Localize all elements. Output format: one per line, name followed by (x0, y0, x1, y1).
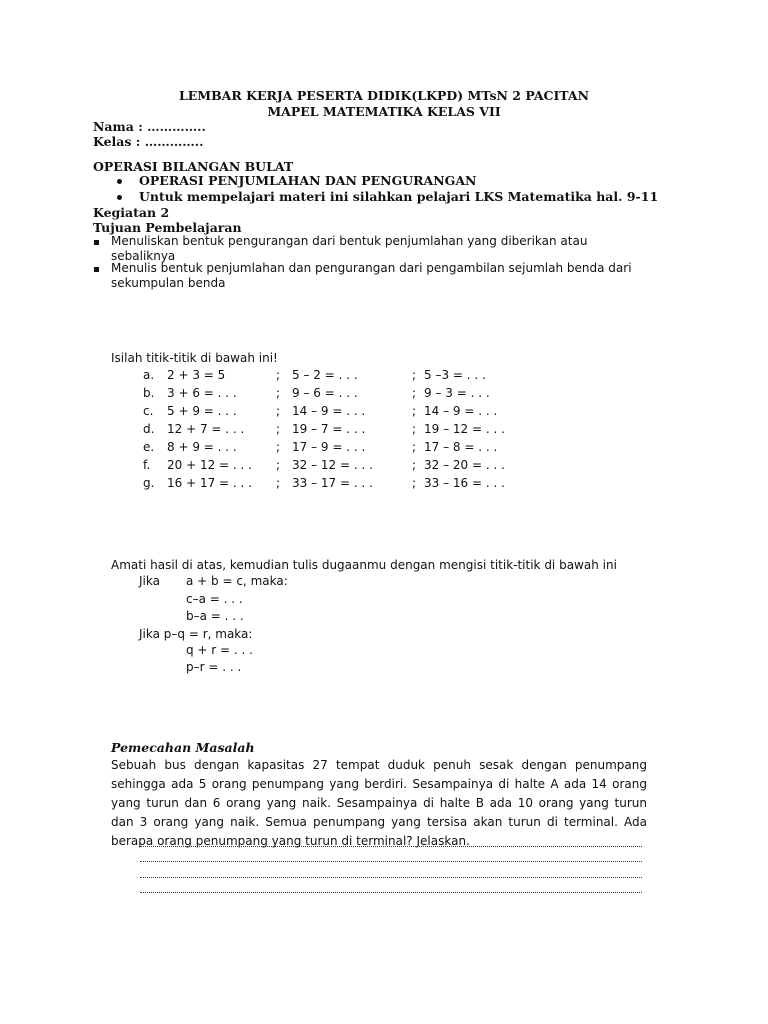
jika1-answer-2: b–a = . . . (186, 609, 244, 623)
exercise-separator: ; (276, 476, 281, 490)
answer-line[interactable] (140, 845, 642, 847)
exercise-row-col3: 9 – 3 = . . . (424, 386, 490, 400)
problem-title: Pemecahan Masalah (111, 740, 255, 755)
exercise-row-col3: 5 –3 = . . . (424, 368, 486, 382)
square-bullet-icon (94, 240, 99, 245)
exercise-separator: ; (276, 404, 281, 418)
exercise-row-col2: 14 – 9 = . . . (292, 404, 366, 418)
exercise-row-label: g. (143, 476, 155, 490)
topic-bullet-2: Untuk mempelajari materi ini silahkan pelajari LKS Matematika hal. 9-11 (139, 189, 659, 204)
exercise-row-col1: 8 + 9 = . . . (167, 440, 237, 454)
exercise-row-col1: 3 + 6 = . . . (167, 386, 237, 400)
exercise-row-col3: 17 – 8 = . . . (424, 440, 498, 454)
exercise-row-col2: 32 – 12 = . . . (292, 458, 373, 472)
problem-line-4: dan 3 orang yang naik. Semua penumpang yang tersisa akan turun di terminal. Ada (111, 815, 647, 829)
problem-line-3: yang turun dan 6 orang yang naik. Sesampainya di halte B ada 10 orang yang turun (111, 796, 647, 810)
exercise-row-label: b. (143, 386, 155, 400)
exercise-separator: ; (276, 386, 281, 400)
answer-line[interactable] (140, 891, 642, 893)
answer-line[interactable] (140, 876, 642, 878)
exercise-instruction: Isilah titik-titik di bawah ini! (111, 351, 278, 365)
exercise-row-col2: 17 – 9 = . . . (292, 440, 366, 454)
objective-2-line2: sekumpulan benda (111, 276, 226, 290)
jika2-answer-1: q + r = . . . (186, 643, 253, 657)
exercise-row-col1: 12 + 7 = . . . (167, 422, 245, 436)
exercise-row-col2: 33 – 17 = . . . (292, 476, 373, 490)
problem-line-5: berapa orang penumpang yang turun di terminal? Jelaskan. (111, 834, 470, 848)
header-title-line2: MAPEL MATEMATIKA KELAS VII (267, 104, 501, 119)
exercise-row-label: d. (143, 422, 155, 436)
exercise-separator: ; (412, 476, 417, 490)
exercise-row-col3: 19 – 12 = . . . (424, 422, 505, 436)
square-bullet-icon (94, 267, 99, 272)
exercise-row-col1: 5 + 9 = . . . (167, 404, 237, 418)
exercise-row-col3: 14 – 9 = . . . (424, 404, 498, 418)
jika2-condition: Jika p–q = r, maka: (139, 627, 253, 641)
exercise-row-col1: 16 + 17 = . . . (167, 476, 252, 490)
exercise-separator: ; (276, 458, 281, 472)
observe-instruction: Amati hasil di atas, kemudian tulis dugaanmu dengan mengisi titik-titik di bawah ini (111, 558, 617, 572)
exercise-row-col2: 9 – 6 = . . . (292, 386, 358, 400)
exercise-separator: ; (412, 404, 417, 418)
problem-line-2: sehingga ada 5 orang penumpang yang berdiri. Sesampainya di halte A ada 14 orang (111, 777, 647, 791)
objective-1-line1: Menuliskan bentuk pengurangan dari bentuk penjumlahan yang diberikan atau (111, 234, 588, 248)
tujuan-heading: Tujuan Pembelajaran (93, 220, 242, 235)
exercise-separator: ; (276, 368, 281, 382)
bullet-dot-icon (117, 179, 122, 184)
exercise-row-label: a. (143, 368, 155, 382)
jika1-label: Jika (139, 574, 160, 588)
objective-2-line1: Menulis bentuk penjumlahan dan pengurangan dari pengambilan sejumlah benda dari (111, 261, 632, 275)
jika1-condition: a + b = c, maka: (186, 574, 288, 588)
answer-line[interactable] (140, 860, 642, 862)
topic-title: OPERASI BILANGAN BULAT (93, 159, 294, 174)
exercise-row-col2: 19 – 7 = . . . (292, 422, 366, 436)
nama-field: Nama : ………….. (93, 119, 206, 134)
exercise-separator: ; (276, 440, 281, 454)
exercise-row-label: e. (143, 440, 155, 454)
exercise-separator: ; (276, 422, 281, 436)
kelas-field: Kelas : ………….. (93, 134, 204, 149)
exercise-separator: ; (412, 422, 417, 436)
exercise-row-col3: 33 – 16 = . . . (424, 476, 505, 490)
header-title-line1: LEMBAR KERJA PESERTA DIDIK(LKPD) MTsN 2 PACITAN (178, 88, 590, 103)
exercise-row-col1: 2 + 3 = 5 (167, 368, 226, 382)
jika1-answer-1: c–a = . . . (186, 592, 243, 606)
exercise-separator: ; (412, 386, 417, 400)
jika2-answer-2: p–r = . . . (186, 660, 242, 674)
problem-line-1: Sebuah bus dengan kapasitas 27 tempat duduk penuh sesak dengan penumpang (111, 758, 647, 772)
exercise-row-label: f. (143, 458, 151, 472)
exercise-separator: ; (412, 368, 417, 382)
exercise-row-col3: 32 – 20 = . . . (424, 458, 505, 472)
exercise-separator: ; (412, 458, 417, 472)
bullet-dot-icon (117, 195, 122, 200)
kegiatan-label: Kegiatan 2 (93, 205, 170, 220)
objective-1-line2: sebaliknya (111, 249, 176, 263)
problem-text (111, 756, 647, 851)
exercise-row-label: c. (143, 404, 154, 418)
topic-bullet-1: OPERASI PENJUMLAHAN DAN PENGURANGAN (139, 173, 477, 188)
exercise-row-col1: 20 + 12 = . . . (167, 458, 252, 472)
exercise-row-col2: 5 – 2 = . . . (292, 368, 358, 382)
exercise-separator: ; (412, 440, 417, 454)
